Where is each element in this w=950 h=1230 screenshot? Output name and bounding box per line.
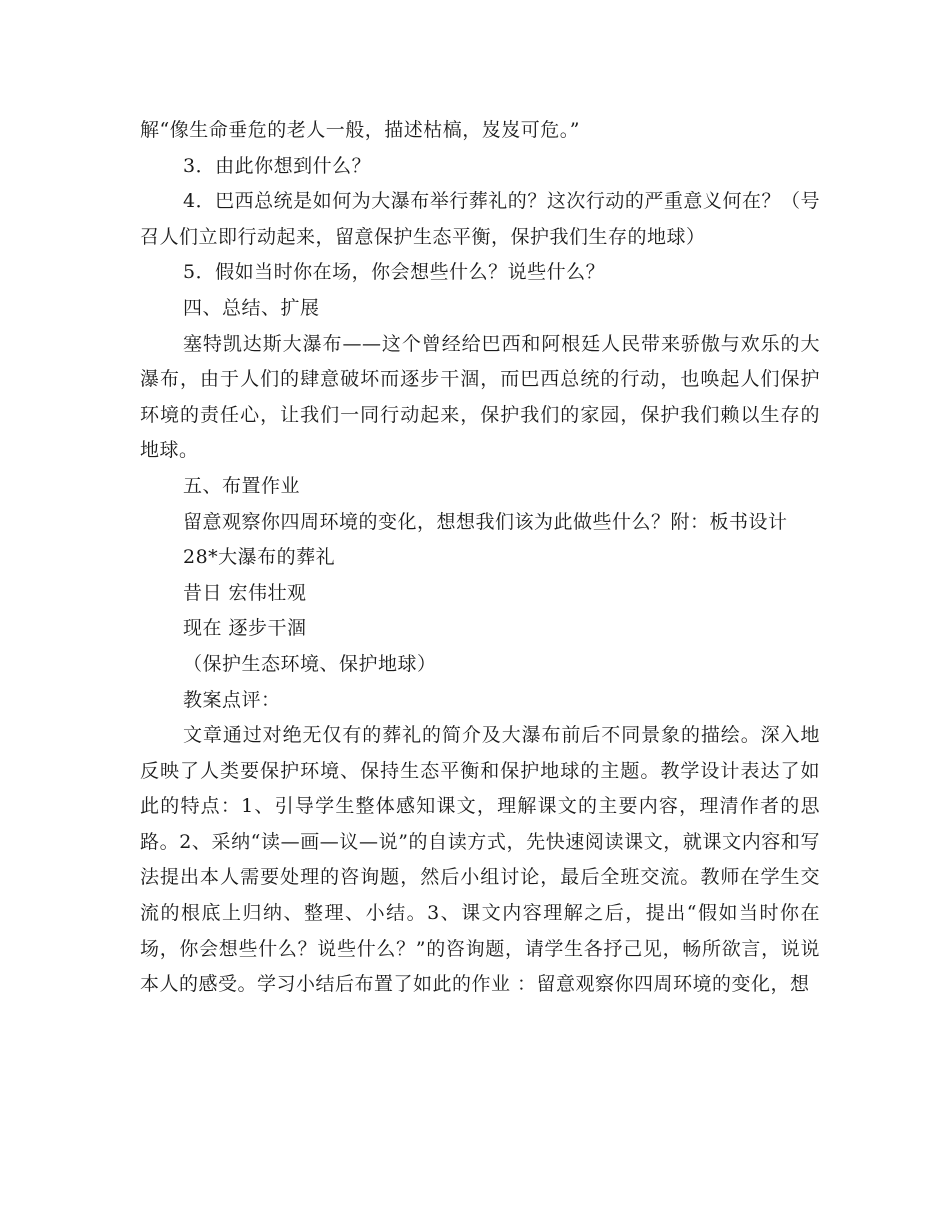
paragraph-8: 留意观察你四周环境的变化，想想我们该为此做些什么？附：板书设计 bbox=[183, 510, 788, 533]
section-heading-summary: 四、总结、扩展 bbox=[183, 296, 320, 319]
board-line-theme: （保护生态环境、保护地球） bbox=[183, 652, 437, 675]
section-heading-homework: 五、布置作业 bbox=[183, 474, 301, 497]
board-line-present: 现在 逐步干涸 bbox=[183, 617, 307, 640]
board-line-past: 昔日 宏伟壮观 bbox=[183, 581, 307, 604]
paragraph-3: 4．巴西总统是如何为大瀑布举行葬礼的？这次行动的严重意义何在？（号召人们立即行动起来，留意保护生态平衡，保护我们生存的地球） bbox=[140, 190, 820, 248]
paragraph-review: 文章通过对绝无仅有的葬礼的简介及大瀑布前后不同景象的描绘。深入地反映了人类要保护环境、保持生态平衡和保护地球的主题。教学设计表达了如此的特点：1、引导学生整体感知课文，理解课文的主要内容，理清作者的思路。2、采纳“读—画—议—说”的自读方式，先快速阅读课文，就课文内容和写法提出本人需要处理的咨询题，然后小组讨论，最后全班交流。教师在学生交流的根底上归纳、整理、小结。3、课文内容理解之后，提出“假如当时你在场，你会想些什么？说些什么？”的咨询题，请学生各抒己见，畅所欲言，说说本人的感受。学习小结后布置了如此的作业 ：留意观察你四周环境的变化，想 bbox=[140, 724, 820, 996]
board-title: 28*大瀑布的葬礼 bbox=[183, 546, 336, 569]
document-body bbox=[140, 113, 820, 1003]
section-heading-review: 教案点评： bbox=[183, 688, 281, 711]
paragraph-6: 塞特凯达斯大瀑布——这个曾经给巴西和阿根廷人民带来骄傲与欢乐的大瀑布，由于人们的肆意破坏而逐步干涸，而巴西总统的行动，也唤起人们保护环境的责任心，让我们一同行动起来，保护我们的家园，保护我们赖以生存的地球。 bbox=[140, 332, 820, 462]
paragraph-2: 3．由此你想到什么？ bbox=[183, 154, 372, 177]
paragraph-4: 5．假如当时你在场，你会想些什么？说些什么？ bbox=[183, 261, 606, 284]
paragraph-1: 解“像生命垂危的老人一般，描述枯槁，岌岌可危。” bbox=[140, 119, 580, 141]
